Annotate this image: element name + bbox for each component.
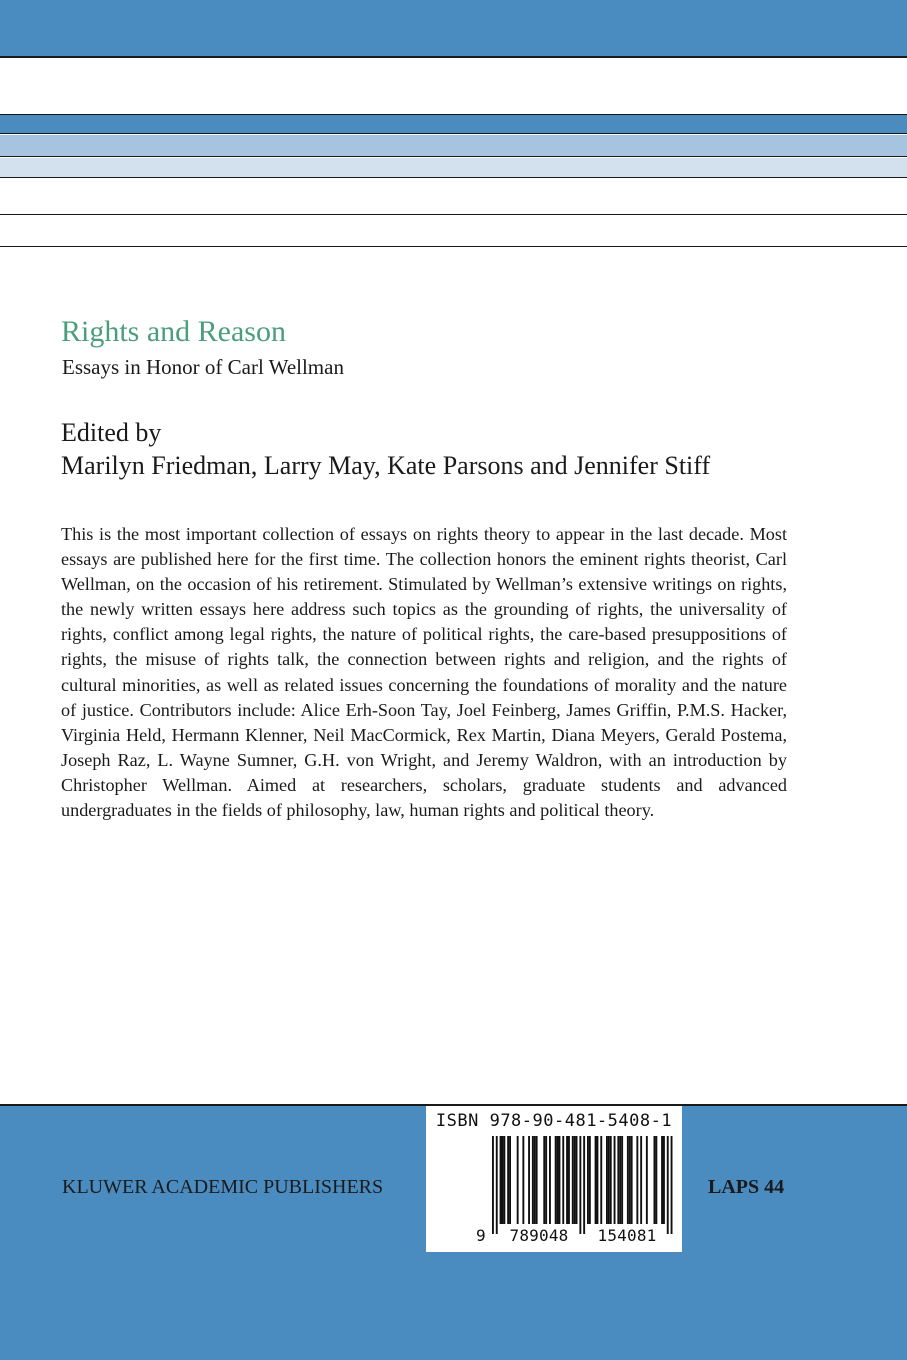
barcode-bar bbox=[579, 1136, 581, 1234]
barcode-bar bbox=[654, 1136, 656, 1224]
book-description: This is the most important collection of essays on rights theory to appear in the last decade. Most essays are published here for the first time. The collection honors the eminent rights theorist, Carl Wellman, on the occasion of his retirement. Stimulated by Wellman’s extensive writings on rights, the newly written essays here address such topics as the grounding of rights, the universality of rights, conflict among legal rights, the nature of political rights, the care-based presuppositions of rights, the misuse of rights talk, the connection between rights and religion, and the rights of cultural minorities, as well as related issues concerning the foundations of morality and the nature of justice. Contributors include: Alice Erh-Soon Tay, Joel Feinberg, James Griffin, P.M.S. Hacker, Virginia Held, Hermann Klenner, Neil MacCormick, Rex Martin, Diana Meyers, Gerald Postema, Joseph Raz, L. Wayne Sumner, G.H. von Wright, and Jeremy Waldron, with an introduction by Christopher Wellman. Aimed at researchers, scholars, graduate students and advanced undergraduates in the fields of philosophy, law, human rights and political theory. bbox=[61, 524, 787, 821]
barcode-bar bbox=[555, 1136, 557, 1224]
barcode-bar bbox=[492, 1136, 494, 1234]
barcode-bar bbox=[600, 1136, 602, 1224]
cover-rule bbox=[0, 214, 907, 215]
barcode-bar bbox=[517, 1136, 519, 1224]
series-number: LAPS 44 bbox=[708, 1176, 785, 1198]
ean-left-digits: 789048 bbox=[509, 1226, 569, 1245]
barcode-bar bbox=[661, 1136, 663, 1224]
barcode-bar bbox=[500, 1136, 502, 1224]
barcode-bar bbox=[583, 1136, 585, 1234]
top-color-band bbox=[0, 0, 907, 58]
barcode-bar bbox=[532, 1136, 534, 1224]
isbn-text: ISBN 978-90-481-5408-1 bbox=[435, 1111, 673, 1131]
barcode-bar bbox=[543, 1136, 545, 1224]
barcode-bar bbox=[589, 1136, 591, 1224]
cover-stripe-dark bbox=[0, 114, 907, 134]
barcode-bar bbox=[534, 1136, 536, 1224]
barcode-bar bbox=[576, 1136, 578, 1224]
barcode-bar bbox=[549, 1136, 551, 1224]
ean-first-digit: 9 bbox=[476, 1226, 486, 1245]
ean-right-digits: 154081 bbox=[597, 1226, 657, 1245]
barcode-bar bbox=[502, 1136, 504, 1224]
barcode-bar bbox=[545, 1136, 547, 1224]
barcode-bar bbox=[655, 1136, 657, 1224]
barcode-bar bbox=[631, 1136, 633, 1224]
barcode-bar bbox=[671, 1136, 673, 1234]
barcode-bar bbox=[606, 1136, 608, 1224]
book-subtitle: Essays in Honor of Carl Wellman bbox=[62, 355, 344, 379]
barcode-bar bbox=[621, 1136, 623, 1224]
barcode-bar bbox=[587, 1136, 589, 1224]
barcode-bar bbox=[574, 1136, 576, 1224]
barcode-bar bbox=[614, 1136, 616, 1224]
barcode-bar bbox=[522, 1136, 524, 1224]
cover-stripe-light bbox=[0, 158, 907, 178]
barcode-bar bbox=[636, 1136, 638, 1224]
barcode-label bbox=[426, 1106, 682, 1252]
barcode-bar bbox=[667, 1136, 669, 1234]
cover-stripe-mid bbox=[0, 135, 907, 157]
barcode-bar bbox=[627, 1136, 629, 1224]
publisher-name: KLUWER ACADEMIC PUBLISHERS bbox=[62, 1176, 384, 1198]
barcode-bar bbox=[496, 1136, 498, 1234]
barcode-bar bbox=[509, 1136, 511, 1224]
editors-list: Marilyn Friedman, Larry May, Kate Parsons and Jennifer Stiff bbox=[61, 451, 711, 480]
edited-by-label: Edited by bbox=[61, 418, 162, 447]
barcode-bar bbox=[610, 1136, 612, 1224]
barcode-bar bbox=[566, 1136, 568, 1224]
barcode-bar bbox=[507, 1136, 509, 1224]
barcode-bar bbox=[572, 1136, 574, 1224]
barcode-bar bbox=[557, 1136, 559, 1224]
barcode-bar bbox=[629, 1136, 631, 1224]
barcode-bar bbox=[536, 1136, 538, 1224]
book-title: Rights and Reason bbox=[61, 315, 286, 348]
barcode-bar bbox=[503, 1136, 505, 1224]
barcode-bar bbox=[568, 1136, 570, 1224]
cover-rule bbox=[0, 246, 907, 247]
barcode-bar bbox=[528, 1136, 530, 1224]
barcode-bar bbox=[562, 1136, 564, 1224]
barcode-bar bbox=[640, 1136, 642, 1224]
barcode-bar bbox=[608, 1136, 610, 1224]
barcode-bar bbox=[663, 1136, 665, 1224]
barcode-bar bbox=[646, 1136, 648, 1224]
barcode-bar bbox=[619, 1136, 621, 1224]
barcode-bar bbox=[617, 1136, 619, 1224]
barcode-bar bbox=[559, 1136, 561, 1224]
barcode-bar bbox=[597, 1136, 599, 1224]
barcode-bar bbox=[595, 1136, 597, 1224]
